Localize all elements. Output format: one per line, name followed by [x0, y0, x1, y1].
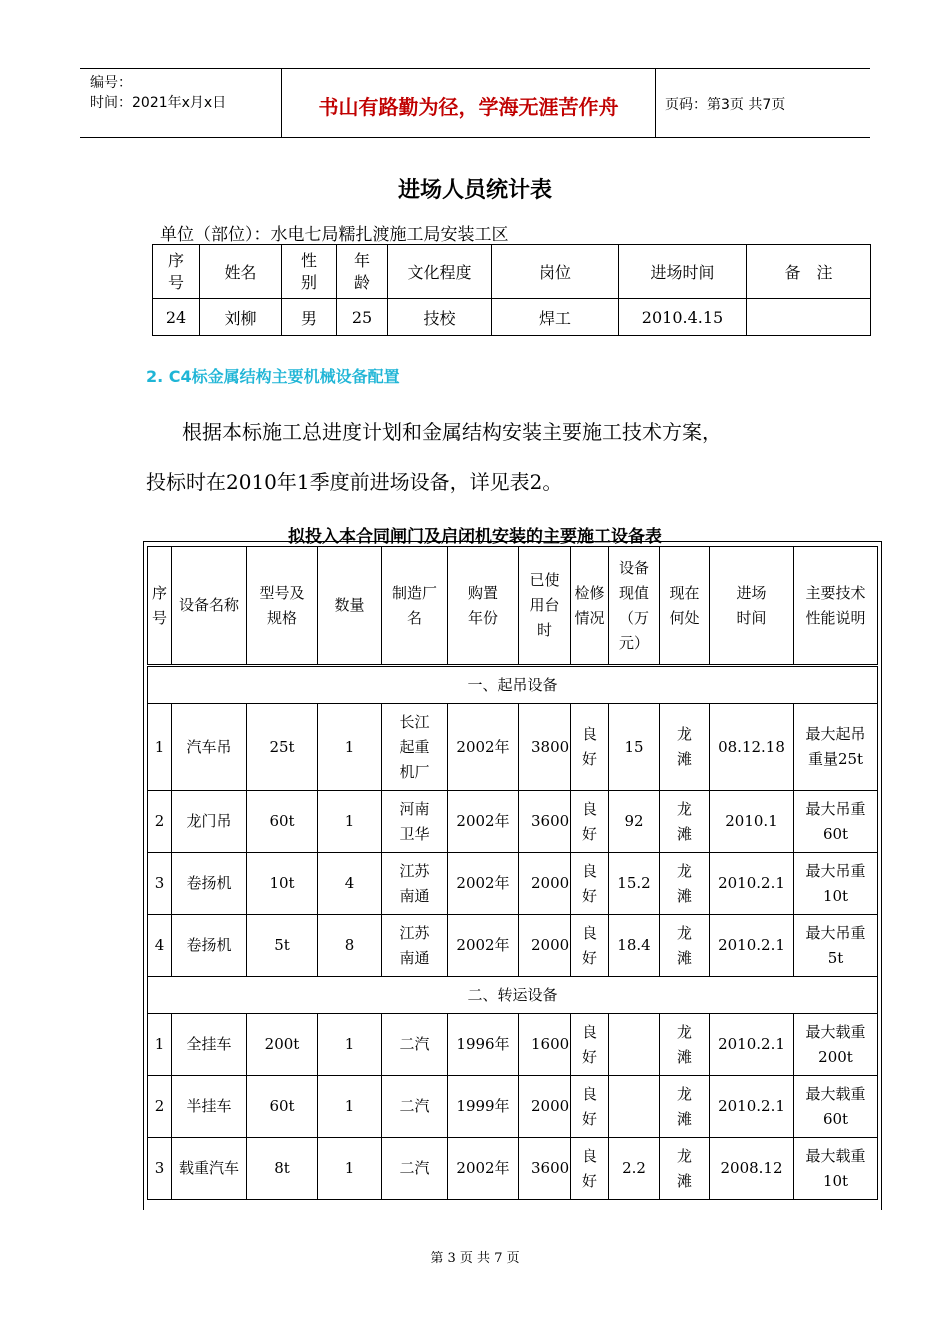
table-cell: 2010.2.1: [710, 853, 794, 915]
table-cell: 1: [148, 1014, 172, 1076]
table-row: [148, 1076, 878, 1138]
table-cell: 良好: [571, 704, 609, 791]
table-cell: 2002年: [448, 915, 519, 977]
col-header: 备 注: [747, 245, 871, 299]
table-cell: 2002年: [448, 853, 519, 915]
table-cell: 长江起重机厂: [382, 704, 448, 791]
table-cell: 8t: [247, 1138, 318, 1200]
table-cell: 2.2: [609, 1138, 660, 1200]
personnel-table: [152, 244, 871, 336]
table-cell: 刘柳: [200, 299, 282, 336]
table-cell: 92: [609, 791, 660, 853]
table-cell: 良好: [571, 853, 609, 915]
table-cell: [747, 299, 871, 336]
table-row: [148, 704, 878, 791]
section-row: [148, 977, 878, 1014]
section-label: 一、起吊设备: [148, 666, 878, 704]
table-cell: 江苏南通: [382, 915, 448, 977]
table-cell: 3600: [519, 791, 571, 853]
table-cell: 1: [318, 1138, 382, 1200]
table-cell: 技校: [388, 299, 492, 336]
table-cell: 5t: [247, 915, 318, 977]
table-cell: 8: [318, 915, 382, 977]
header-motto: 书山有路勤为径，学海无涯苦作舟: [318, 95, 619, 119]
table-row: [153, 299, 871, 336]
col-header: 性别: [282, 245, 337, 299]
table-cell: 1999年: [448, 1076, 519, 1138]
table-cell: 半挂车: [172, 1076, 247, 1138]
col-header: 文化程度: [388, 245, 492, 299]
paragraph-line: 根据本标施工总进度计划和金属结构安装主要施工技术方案，: [182, 420, 722, 444]
table-cell: 2000: [519, 915, 571, 977]
table-cell: 3: [148, 1138, 172, 1200]
paragraph-line: 投标时在2010年1季度前进场设备，详见表2。: [146, 470, 563, 494]
table-cell: 3600: [519, 1138, 571, 1200]
table-cell: 二汽: [382, 1076, 448, 1138]
page-header: [80, 68, 870, 138]
table-cell: 龙滩: [660, 915, 710, 977]
equipment-header-row: [148, 547, 878, 666]
table-cell: 良好: [571, 1076, 609, 1138]
table-cell: 卷扬机: [172, 853, 247, 915]
table-cell: 龙滩: [660, 1076, 710, 1138]
table-cell: 1600: [519, 1014, 571, 1076]
table-cell: 最大起吊重量25t: [794, 704, 878, 791]
header-page-label: 页码：第3页 共7页: [665, 97, 786, 113]
table-cell: 最大载重10t: [794, 1138, 878, 1200]
table-cell: 龙滩: [660, 1014, 710, 1076]
table-cell: 最大载重60t: [794, 1076, 878, 1138]
table-cell: 2010.1: [710, 791, 794, 853]
col-header: 型号及规格: [247, 547, 318, 666]
table-cell: 2000: [519, 1076, 571, 1138]
table-cell: 卷扬机: [172, 915, 247, 977]
table-cell: 男: [282, 299, 337, 336]
col-header: 现在何处: [660, 547, 710, 666]
page-footer: 第 3 页 共 7 页: [430, 1251, 520, 1266]
col-header: 设备现值（万元）: [609, 547, 660, 666]
table-cell: 良好: [571, 791, 609, 853]
table-cell: 2002年: [448, 704, 519, 791]
table-cell: [609, 1076, 660, 1138]
table-cell: 龙滩: [660, 791, 710, 853]
col-header: 姓名: [200, 245, 282, 299]
table-cell: 2010.2.1: [710, 1076, 794, 1138]
equipment-title: 拟投入本合同闸门及启闭机安装的主要施工设备表: [288, 527, 662, 547]
table-cell: 60t: [247, 791, 318, 853]
table-cell: 1: [318, 704, 382, 791]
table-cell: 江苏南通: [382, 853, 448, 915]
personnel-unit: 单位（部位）：水电七局糯扎渡施工局安装工区: [160, 225, 509, 245]
table-cell: 良好: [571, 915, 609, 977]
personnel-header-row: [153, 245, 871, 299]
section-row: [148, 666, 878, 704]
table-cell: 2: [148, 791, 172, 853]
table-cell: 4: [318, 853, 382, 915]
table-cell: 1: [318, 1076, 382, 1138]
table-cell: 3: [148, 853, 172, 915]
col-header: 进场时间: [710, 547, 794, 666]
col-header: 数量: [318, 547, 382, 666]
table-cell: 25t: [247, 704, 318, 791]
table-cell: 4: [148, 915, 172, 977]
col-header: 已使用台时: [519, 547, 571, 666]
header-divider: [655, 69, 656, 137]
table-cell: 2: [148, 1076, 172, 1138]
col-header: 主要技术性能说明: [794, 547, 878, 666]
table-cell: 200t: [247, 1014, 318, 1076]
col-header: 购置年份: [448, 547, 519, 666]
table-cell: 1996年: [448, 1014, 519, 1076]
table-cell: 全挂车: [172, 1014, 247, 1076]
table-cell: 2010.4.15: [619, 299, 747, 336]
table-cell: 2002年: [448, 791, 519, 853]
table-row: [148, 1138, 878, 1200]
col-header: 进场时间: [619, 245, 747, 299]
table-cell: 良好: [571, 1138, 609, 1200]
time-label: 时间：2021年x月x日: [90, 95, 227, 111]
table-cell: 2010.2.1: [710, 915, 794, 977]
table-cell: 18.4: [609, 915, 660, 977]
table-cell: [609, 1014, 660, 1076]
table-cell: 载重汽车: [172, 1138, 247, 1200]
col-header: 序号: [148, 547, 172, 666]
table-cell: 25: [337, 299, 388, 336]
equipment-table: [147, 546, 878, 1200]
table-cell: 最大吊重60t: [794, 791, 878, 853]
number-label: 编号：: [90, 75, 132, 91]
table-cell: 二汽: [382, 1138, 448, 1200]
table-cell: 15: [609, 704, 660, 791]
col-header: 检修情况: [571, 547, 609, 666]
col-header: 制造厂名: [382, 547, 448, 666]
table-cell: 08.12.18: [710, 704, 794, 791]
table-cell: 1: [318, 791, 382, 853]
table-cell: 最大吊重5t: [794, 915, 878, 977]
table-cell: 二汽: [382, 1014, 448, 1076]
table-cell: 龙滩: [660, 1138, 710, 1200]
table-cell: 2008.12: [710, 1138, 794, 1200]
section-label: 二、转运设备: [148, 977, 878, 1014]
table-row: [148, 791, 878, 853]
table-cell: 2000: [519, 853, 571, 915]
col-header: 设备名称: [172, 547, 247, 666]
table-cell: 1: [148, 704, 172, 791]
table-cell: 龙滩: [660, 853, 710, 915]
table-cell: 河南卫华: [382, 791, 448, 853]
table-cell: 10t: [247, 853, 318, 915]
col-header: 序号: [153, 245, 200, 299]
table-cell: 1: [318, 1014, 382, 1076]
table-row: [148, 915, 878, 977]
table-cell: 60t: [247, 1076, 318, 1138]
table-cell: 龙滩: [660, 704, 710, 791]
table-cell: 24: [153, 299, 200, 336]
table-cell: 15.2: [609, 853, 660, 915]
table-cell: 3800: [519, 704, 571, 791]
header-meta: [90, 73, 226, 113]
table-cell: 汽车吊: [172, 704, 247, 791]
table-cell: 2002年: [448, 1138, 519, 1200]
table-cell: 龙门吊: [172, 791, 247, 853]
table-row: [148, 853, 878, 915]
table-cell: 最大载重200t: [794, 1014, 878, 1076]
section-heading: 2. C4标金属结构主要机械设备配置: [146, 367, 400, 386]
table-row: [148, 1014, 878, 1076]
col-header: 岗位: [492, 245, 619, 299]
personnel-title: 进场人员统计表: [397, 178, 552, 203]
table-cell: 良好: [571, 1014, 609, 1076]
table-cell: 焊工: [492, 299, 619, 336]
table-cell: 2010.2.1: [710, 1014, 794, 1076]
col-header: 年龄: [337, 245, 388, 299]
table-cell: 最大吊重10t: [794, 853, 878, 915]
